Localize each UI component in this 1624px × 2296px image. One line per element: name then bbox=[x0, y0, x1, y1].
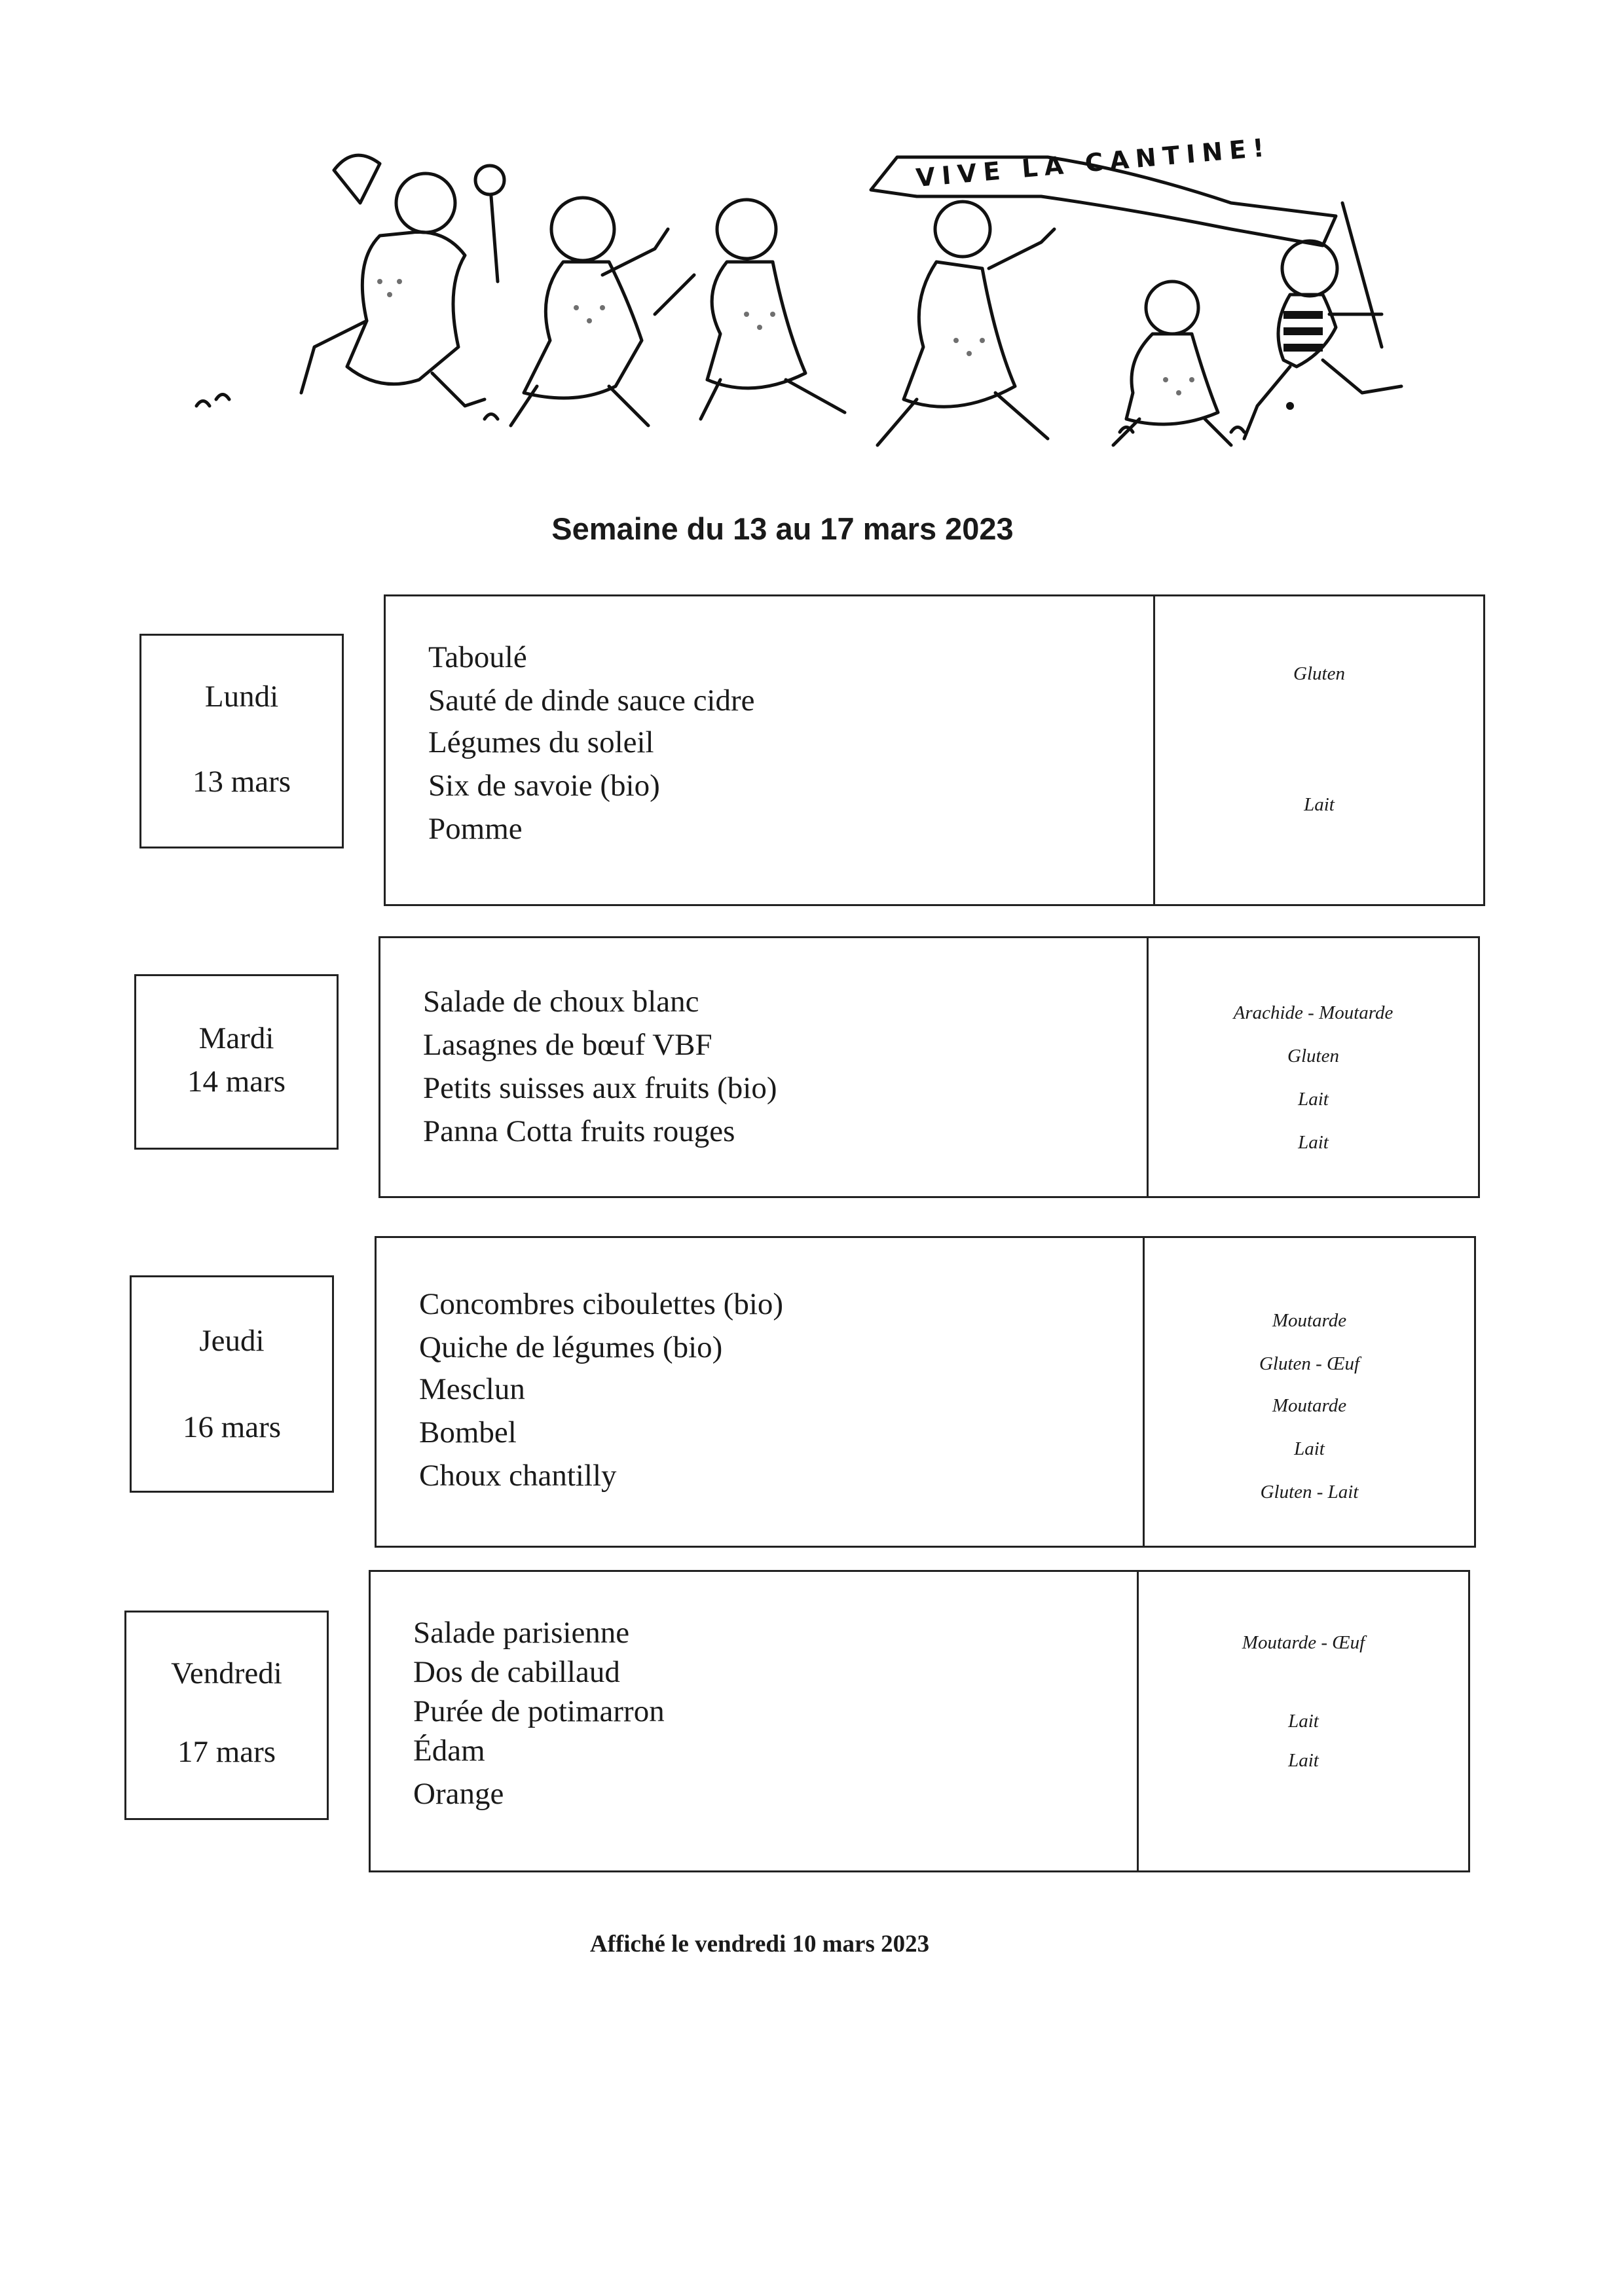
day-box-mardi bbox=[134, 974, 339, 1150]
allergen-column bbox=[1153, 596, 1483, 904]
vive-la-cantine-illustration bbox=[183, 131, 1428, 484]
day-box-jeudi bbox=[130, 1275, 334, 1493]
allergen-label: Lait bbox=[1298, 1089, 1329, 1110]
dish-item: Salade de choux blanc bbox=[423, 985, 699, 1019]
dish-item: Choux chantilly bbox=[419, 1459, 617, 1493]
allergen-label: Lait bbox=[1304, 794, 1335, 815]
dish-item: Édam bbox=[413, 1734, 485, 1768]
dish-item: Petits suisses aux fruits (bio) bbox=[423, 1071, 777, 1105]
dish-item: Quiche de légumes (bio) bbox=[419, 1330, 723, 1364]
dish-item: Mesclun bbox=[419, 1372, 525, 1406]
allergen-label: Moutarde bbox=[1272, 1395, 1347, 1416]
day-name: Jeudi bbox=[199, 1324, 265, 1358]
dish-item: Panna Cotta fruits rouges bbox=[423, 1114, 735, 1148]
menu-box-lundi bbox=[384, 594, 1485, 906]
day-date: 17 mars bbox=[177, 1735, 276, 1769]
day-name: Mardi bbox=[198, 1021, 274, 1055]
dish-item: Lasagnes de bœuf VBF bbox=[423, 1028, 712, 1062]
allergen-column bbox=[1147, 938, 1478, 1196]
allergen-label: Gluten bbox=[1293, 663, 1345, 684]
day-date: 13 mars bbox=[192, 765, 291, 799]
allergen-label: Gluten bbox=[1287, 1046, 1339, 1066]
dish-item: Taboulé bbox=[428, 640, 527, 674]
day-date: 16 mars bbox=[182, 1410, 282, 1444]
allergen-label: Gluten - Lait bbox=[1260, 1482, 1359, 1503]
dish-item: Pomme bbox=[428, 812, 523, 846]
day-name: Lundi bbox=[204, 680, 279, 714]
dish-item: Concombres ciboulettes (bio) bbox=[419, 1287, 784, 1321]
menu-box-jeudi bbox=[375, 1236, 1476, 1548]
allergen-label: Lait bbox=[1288, 1750, 1319, 1771]
dish-item: Salade parisienne bbox=[413, 1616, 630, 1650]
dish-item: Dos de cabillaud bbox=[413, 1655, 620, 1689]
allergen-label: Lait bbox=[1288, 1711, 1319, 1732]
dish-item: Sauté de dinde sauce cidre bbox=[428, 683, 755, 718]
menu-box-mardi bbox=[378, 936, 1480, 1198]
svg-text:VIVE LA CANTINE!: VIVE LA CANTINE! bbox=[914, 132, 1272, 192]
posted-date: Affiché le vendredi 10 mars 2023 bbox=[589, 1931, 930, 1958]
allergen-label: Gluten - Œuf bbox=[1259, 1353, 1359, 1374]
dish-item: Orange bbox=[413, 1777, 504, 1811]
day-box-vendredi bbox=[124, 1611, 329, 1820]
day-box-lundi bbox=[139, 634, 344, 848]
dish-item: Purée de potimarron bbox=[413, 1694, 665, 1728]
allergen-label: Arachide - Moutarde bbox=[1233, 1002, 1393, 1023]
day-date: 14 mars bbox=[187, 1065, 286, 1099]
dish-item: Bombel bbox=[419, 1415, 517, 1449]
allergen-label: Lait bbox=[1298, 1132, 1329, 1153]
day-name: Vendredi bbox=[171, 1656, 282, 1690]
dish-item: Légumes du soleil bbox=[428, 725, 654, 759]
page-title: Semaine du 13 au 17 mars 2023 bbox=[551, 511, 1014, 546]
allergen-label: Moutarde bbox=[1272, 1310, 1347, 1331]
menu-box-vendredi bbox=[369, 1570, 1470, 1872]
dish-item: Six de savoie (bio) bbox=[428, 769, 660, 803]
allergen-label: Moutarde - Œuf bbox=[1242, 1632, 1365, 1653]
allergen-column bbox=[1137, 1572, 1468, 1870]
allergen-column bbox=[1143, 1238, 1474, 1546]
allergen-label: Lait bbox=[1294, 1438, 1325, 1459]
